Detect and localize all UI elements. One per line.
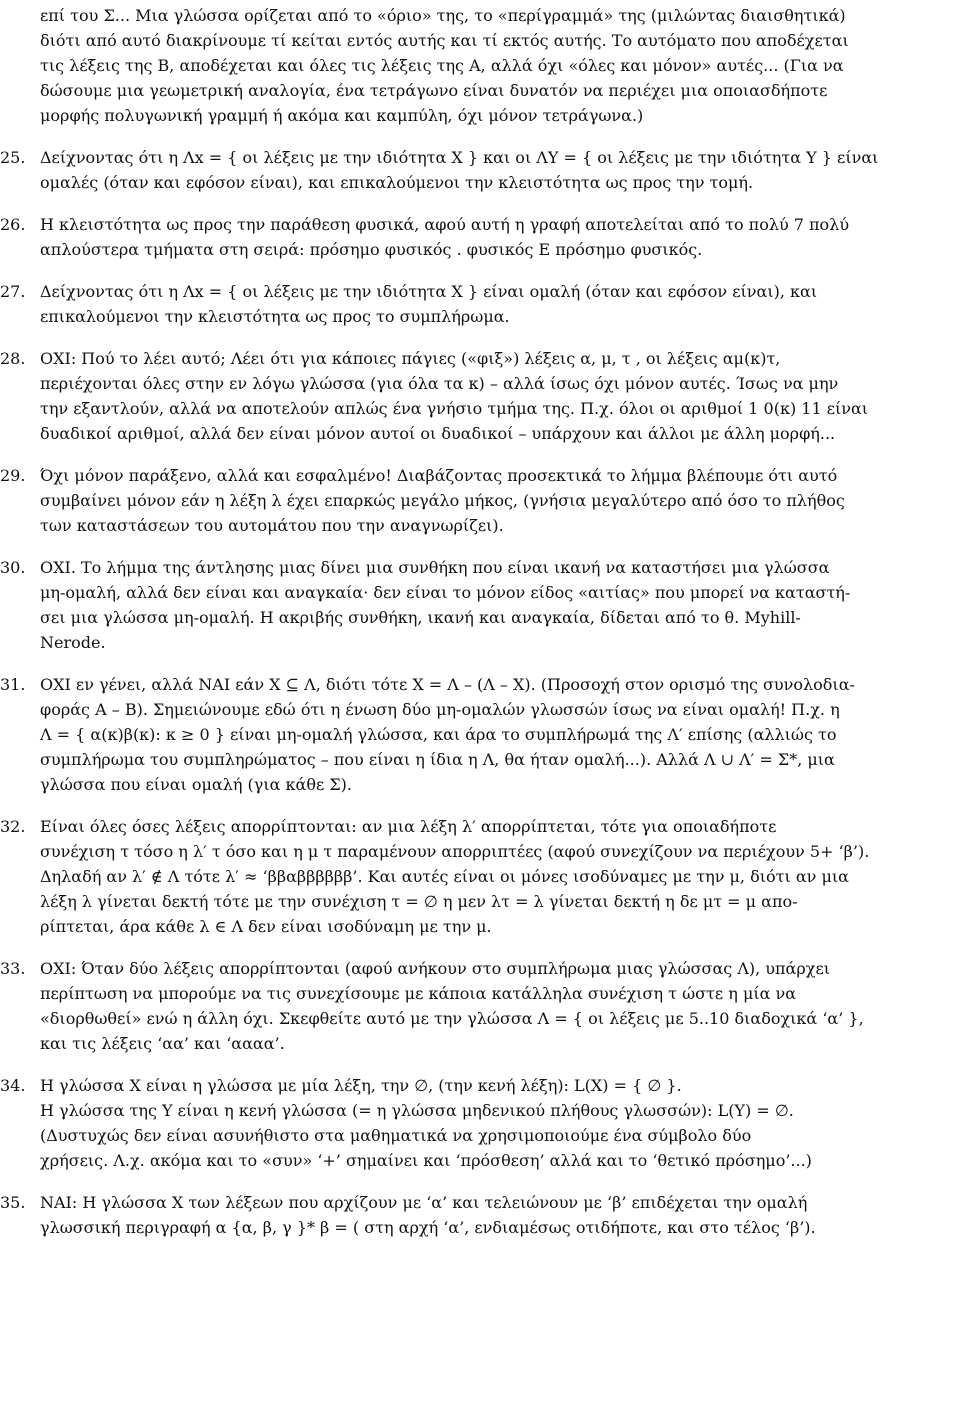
item-line: των καταστάσεων του αυτομάτου που την αναγνωρίζει). (40, 516, 504, 535)
answer-list (0, 145, 956, 1240)
item-line: δυαδικοί αριθμοί, αλλά δεν είναι μόνον αυτοί οι δυαδικοί – υπάρχουν και άλλοι με άλλη μορφή... (40, 424, 836, 443)
item-line: Δείχνοντας ότι η Λx = { οι λέξεις με την ιδιότητα Χ } είναι ομαλή (όταν και εφόσον είναι), και (40, 282, 818, 301)
item-line: και τις λέξεις ‘αα’ και ‘αααα’. (40, 1034, 285, 1053)
item-line: Δείχνοντας ότι η Λx = { οι λέξεις με την ιδιότητα Χ } και οι ΛΥ = { οι λέξεις με την ιδιότητα Υ } είναι (40, 148, 879, 167)
intro-line: τις λέξεις της Β, αποδέχεται και όλες τις λέξεις της Α, αλλά όχι «όλες και μόνον» αυτές... (Για να (40, 56, 844, 75)
item-number: 33. (0, 959, 26, 978)
item-line: Nerode. (40, 633, 106, 652)
answer-item (0, 672, 956, 797)
item-line: περίπτωση να μπορούμε να τις συνεχίσουμε με κάποια κατάλληλα συνέχιση τ ώστε η μία να (40, 984, 797, 1003)
item-line: συμβαίνει μόνον εάν η λέξη λ έχει επαρκώς μεγάλο μήκος, (γνήσια μεγαλύτερο από όσο το πλήθος (40, 491, 845, 510)
answer-item (0, 1073, 956, 1173)
item-line: Δηλαδή αν λ′ ∉ Λ τότε λ′ ≈ ‘ββαββββββ’. Και αυτές είναι οι μόνες ισοδύναμες με την μ, διότι αν μια (40, 867, 849, 886)
intro-line: διότι από αυτό διακρίνουμε τί κείται εντός αυτής και τί εκτός αυτής. Το αυτόματο που αποδέχεται (40, 31, 849, 50)
item-line: ΟΧΙ: Όταν δύο λέξεις απορρίπτονται (αφού ανήκουν στο συμπλήρωμα μιας γλώσσας Λ), υπάρχει (40, 959, 831, 978)
item-line: σει μια γλώσσα μη-ομαλή. Η ακριβής συνθήκη, ικανή και αναγκαία, δίδεται από το θ. Myhill- (40, 608, 801, 627)
item-line: χρήσεις. Λ.χ. ακόμα και το «συν» ‘+’ σημαίνει και ‘πρόσθεση’ αλλά και το ‘θετικό πρόσημο’...) (40, 1151, 812, 1170)
answer-item (0, 1190, 956, 1240)
item-line: λέξη λ γίνεται δεκτή τότε με την συνέχιση τ = ∅ η μεν λτ = λ γίνεται δεκτή η δε μτ = μ απο- (40, 892, 798, 911)
answer-item (0, 814, 956, 939)
item-line: ΝΑΙ: Η γλώσσα Χ των λέξεων που αρχίζουν με ‘α’ και τελειώνουν με ‘β’ επιδέχεται την ομαλή (40, 1193, 808, 1212)
answer-item (0, 279, 956, 329)
item-line: (Δυστυχώς δεν είναι ασυνήθιστο στα μαθηματικά να χρησιμοποιούμε ένα σύμβολο δύο (40, 1126, 752, 1145)
item-number: 25. (0, 148, 26, 167)
item-line: ΟΧΙ: Πού το λέει αυτό; Λέει ότι για κάποιες πάγιες («φιξ») λέξεις α, μ, τ , οι λέξεις αμ(κ)τ, (40, 349, 781, 368)
item-line: «διορθωθεί» ενώ η άλλη όχι. Σκεφθείτε αυτό με την γλώσσα Λ = { οι λέξεις με 5..10 διαδοχικά ‘α’ }, (40, 1009, 864, 1028)
item-line: Όχι μόνον παράξενο, αλλά και εσφαλμένο! Διαβάζοντας προσεκτικά το λήμμα βλέπουμε ότι αυτό (40, 466, 838, 485)
item-line: Η κλειστότητα ως προς την παράθεση φυσικά, αφού αυτή η γραφή αποτελείται από το πολύ 7 πολύ (40, 215, 850, 234)
item-line: επικαλούμενοι την κλειστότητα ως προς το συμπλήρωμα. (40, 307, 510, 326)
item-line: ΟΧΙ εν γένει, αλλά ΝΑΙ εάν Χ ⊆ Λ, διότι τότε Χ = Λ – (Λ – Χ). (Προσοχή στον ορισμό της συνολοδια- (40, 675, 855, 694)
item-line: περιέχονται όλες στην εν λόγω γλώσσα (για όλα τα κ) – αλλά ίσως όχι μόνον αυτές. Ίσως να μην (40, 374, 839, 393)
intro-line: επί του Σ... Μια γλώσσα ορίζεται από το «όριο» της, το «περίγραμμά» της (μιλώντας διαισθητικά) (40, 6, 846, 25)
item-line: μη-ομαλή, αλλά δεν είναι και αναγκαία· δεν είναι το μόνον είδος «αιτίας» που μπορεί να καταστή- (40, 583, 851, 602)
item-line: φοράς Α – Β). Σημειώνουμε εδώ ότι η ένωση δύο μη-ομαλών γλωσσών ίσως να είναι ομαλή! Π.χ. η (40, 700, 840, 719)
item-line: ΟΧΙ. Το λήμμα της άντλησης μιας δίνει μια συνθήκη που είναι ικανή να καταστήσει μια γλώσσα (40, 558, 830, 577)
item-number: 28. (0, 349, 26, 368)
item-number: 35. (0, 1193, 26, 1212)
answer-item (0, 555, 956, 655)
item-line: συμπλήρωμα του συμπληρώματος – που είναι η ίδια η Λ, θα ήταν ομαλή...). Αλλά Λ ∪ Λ′ = Σ*, μια (40, 750, 835, 769)
item-line: ομαλές (όταν και εφόσον είναι), και επικαλούμενοι την κλειστότητα ως προς την τομή. (40, 173, 754, 192)
item-line: Είναι όλες όσες λέξεις απορρίπτονται: αν μια λέξη λ′ απορρίπτεται, τότε για οποιαδήποτε (40, 817, 777, 836)
answer-item (0, 463, 956, 538)
item-number: 29. (0, 466, 26, 485)
item-line: συνέχιση τ τόσο η λ′ τ όσο και η μ τ παραμένουν απορριπτέες (αφού συνεχίζουν να περιέχουν 5+ ‘β’). (40, 842, 870, 861)
item-line: γλώσσα που είναι ομαλή (για κάθε Σ). (40, 775, 352, 794)
item-number: 34. (0, 1076, 26, 1095)
item-number: 31. (0, 675, 26, 694)
answer-item (0, 145, 956, 195)
answer-item (0, 956, 956, 1056)
item-line: ρίπτεται, άρα κάθε λ ∈ Λ δεν είναι ισοδύναμη με την μ. (40, 917, 492, 936)
item-line: Λ = { α(κ)β(κ): κ ≥ 0 } είναι μη-ομαλή γλώσσα, και άρα το συμπλήρωμά της Λ′ επίσης (αλλιώς το (40, 725, 837, 744)
item-line: γλωσσική περιγραφή α {α, β, γ }* β = ( στη αρχή ‘α’, ενδιαμέσως οτιδήποτε, και στο τέλος ‘β’). (40, 1218, 816, 1237)
answer-item (0, 346, 956, 446)
intro-line: δώσουμε μια γεωμετρική αναλογία, ένα τετράγωνο είναι δυνατόν να περιέχει μια οποιασδήποτε (40, 81, 828, 100)
item-number: 27. (0, 282, 26, 301)
item-line: την εξαντλούν, αλλά να αποτελούν απλώς ένα γνήσιο τμήμα της. Π.χ. όλοι οι αριθμοί 1 0(κ) 11 είναι (40, 399, 869, 418)
item-number: 26. (0, 215, 26, 234)
answer-item (0, 212, 956, 262)
intro-paragraph (40, 0, 956, 128)
item-line: Η γλώσσα της Υ είναι η κενή γλώσσα (= η γλώσσα μηδενικού πλήθους γλωσσών): L(Y) = ∅. (40, 1101, 794, 1120)
item-number: 30. (0, 558, 26, 577)
item-line: Η γλώσσα Χ είναι η γλώσσα με μία λέξη, την ∅, (την κενή λέξη): L(X) = { ∅ }. (40, 1076, 682, 1095)
item-line: απλούστερα τμήματα στη σειρά: πρόσημο φυσικός . φυσικός Ε πρόσημο φυσικός. (40, 240, 703, 259)
item-number: 32. (0, 817, 26, 836)
intro-line: μορφής πολυγωνική γραμμή ή ακόμα και καμπύλη, όχι μόνον τετράγωνα.) (40, 106, 644, 125)
